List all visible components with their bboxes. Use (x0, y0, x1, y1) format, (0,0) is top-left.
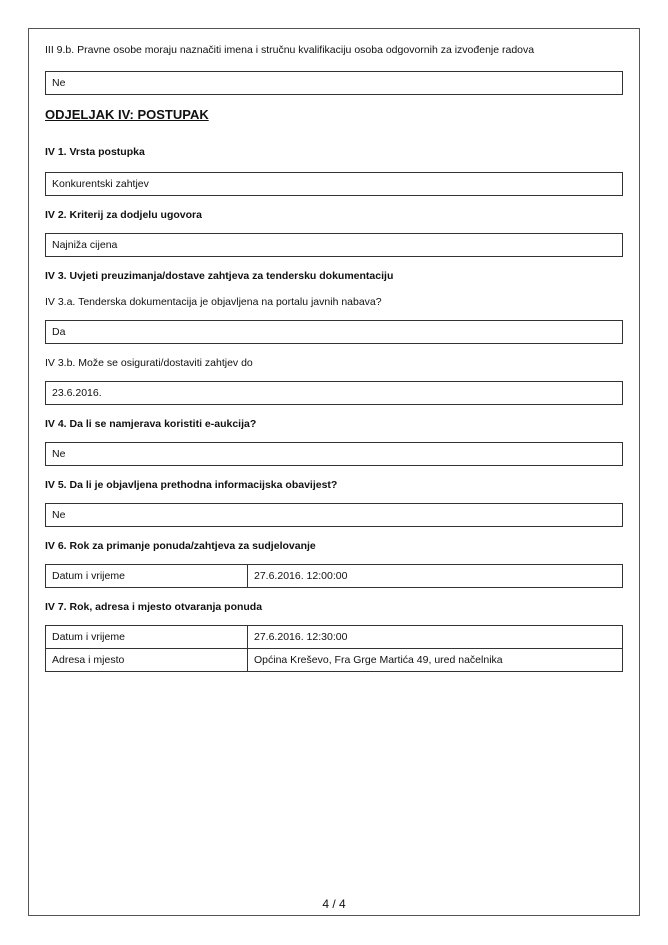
table-cell-value: Općina Kreševo, Fra Grge Martića 49, ured načelnika (248, 649, 623, 672)
iv4-label: IV 4. Da li se namjerava koristiti e-aukcija? (45, 418, 257, 430)
iv1-answer: Konkurentski zahtjev (45, 172, 623, 196)
iv3b-answer: 23.6.2016. (45, 381, 623, 405)
question-iii9b-label: III 9.b. Pravne osobe moraju naznačiti imena i stručnu kvalifikaciju osoba odgovornih za izvođenje radova (45, 44, 535, 56)
document-content (45, 40, 623, 672)
iv3a-answer: Da (45, 320, 623, 344)
table-cell-key: Adresa i mjesto (46, 649, 248, 672)
page-number: 4 / 4 (322, 897, 346, 911)
section-title: ODJELJAK IV: POSTUPAK (45, 107, 209, 122)
iv1-label: IV 1. Vrsta postupka (45, 146, 145, 158)
iv3a-label: IV 3.a. Tenderska dokumentacija je objavljena na portalu javnih nabava? (45, 296, 382, 308)
table-row (46, 626, 623, 649)
iv3-label: IV 3. Uvjeti preuzimanja/dostave zahtjeva za tendersku dokumentaciju (45, 270, 394, 282)
table-row (46, 565, 623, 588)
iv6-label: IV 6. Rok za primanje ponuda/zahtjeva za sudjelovanje (45, 540, 316, 552)
table-cell-value: 27.6.2016. 12:00:00 (248, 565, 623, 588)
iv7-label: IV 7. Rok, adresa i mjesto otvaranja ponuda (45, 601, 263, 613)
iv2-answer: Najniža cijena (45, 233, 623, 257)
iv7-table (45, 625, 623, 672)
iv5-label: IV 5. Da li je objavljena prethodna informacijska obavijest? (45, 479, 338, 491)
iv6-table (45, 564, 623, 588)
table-cell-key: Datum i vrijeme (46, 626, 248, 649)
iv3b-label: IV 3.b. Može se osigurati/dostaviti zahtjev do (45, 357, 253, 369)
iv4-answer: Ne (45, 442, 623, 466)
iv2-label: IV 2. Kriterij za dodjelu ugovora (45, 209, 202, 221)
table-cell-key: Datum i vrijeme (46, 565, 248, 588)
table-cell-value: 27.6.2016. 12:30:00 (248, 626, 623, 649)
answer-iii9b: Ne (45, 71, 623, 95)
table-row (46, 649, 623, 672)
iv5-answer: Ne (45, 503, 623, 527)
